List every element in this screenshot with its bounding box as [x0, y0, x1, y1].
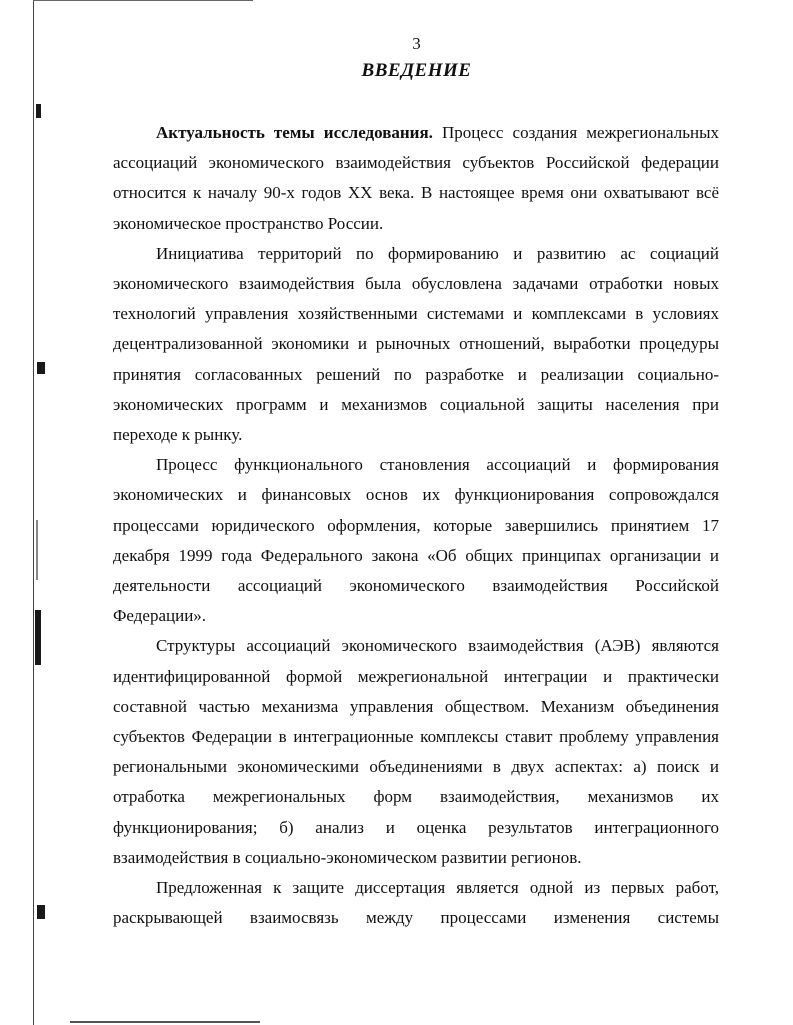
page-title: ВВЕДЕНИЕ: [361, 60, 472, 81]
scan-mark: [36, 104, 41, 118]
scan-binding-line: [33, 0, 34, 1025]
paragraph-structures: Структуры ассоциаций экономического взаимодействия (АЭВ) являются идентифицированной формой межрегиональной интеграции и практически составной частью механизма управления обществом. Механизм объединения субъектов Федерации в интеграционные комплексы ставит проблему управления региональными экономическими объединениями в двух аспектах: а) поиск и отработка межрегиональных форм взаимодействия, механизмов их функционирования; б) анализ и оценка результатов интеграционного взаимодействия в социально-экономическом развитии регионов.: [113, 636, 719, 867]
paragraph-lead: Актуальность темы исследования: [156, 123, 429, 142]
scan-mark: [37, 905, 45, 919]
paragraph-legal-process: Процесс функционального становления ассоциаций и формирования экономических и финансовых основ их функционирования сопровождался процессами юридического оформления, которые завершились принятием 17 декабря 1999 года Федерального закона «Об общих принципах организации и деятельности ассоциаций экономического взаимодействия Российской Федерации».: [113, 455, 719, 626]
document-body: [113, 118, 719, 933]
paragraph-initiative: Инициатива территорий по формированию и развитию ас социаций экономического взаимодействия была обусловлена задачами отработки новых технологий управления хозяйственными системами и комплексами в условиях децентрализованной экономики и рыночных отношений, выработки процедуры принятия согласованных решений по разработке и реализации социально-экономических программ и механизмов социальной защиты населения при переходе к рынку.: [113, 243, 719, 445]
paragraph-lead-punct: .: [428, 123, 433, 142]
scan-bottom-line: [70, 1021, 260, 1023]
scan-mark: [36, 520, 38, 580]
scan-mark: [35, 610, 41, 665]
paragraph-text: Процесс создания межрегиональных ассоциаций экономического взаимодействия субъектов Российской федерации относится к началу 90-х годов XX века. В настоящее время они охватывают всё экономическое пространство России.: [113, 123, 719, 233]
paragraph-relevance: [113, 118, 719, 239]
paragraph-dissertation: Предложенная к защите диссертация является одной из первых работ, раскрывающей взаимосвязь между процессами изменения системы: [113, 878, 719, 928]
page-number: 3: [412, 34, 421, 53]
scan-top-line: [33, 0, 253, 1]
scan-mark: [37, 362, 45, 374]
